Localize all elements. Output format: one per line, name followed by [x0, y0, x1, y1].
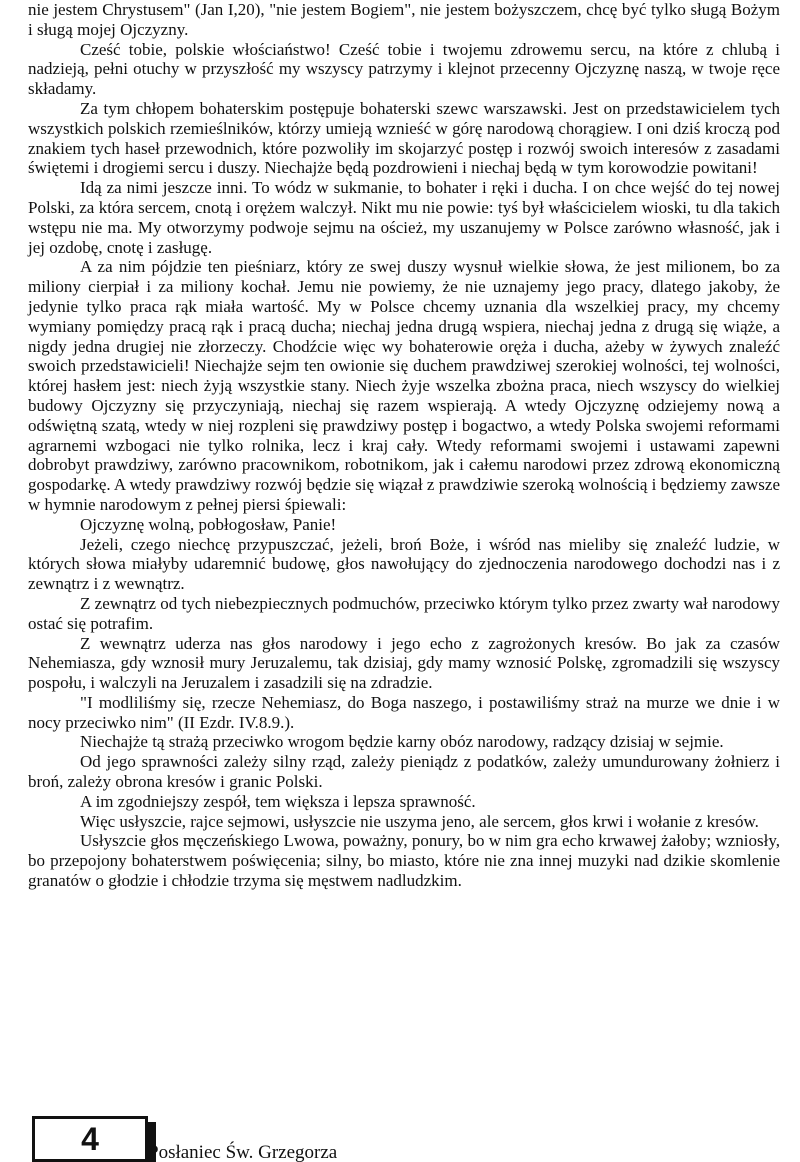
- paragraph: Za tym chłopem bohaterskim postępuje bohaterski szewc warszawski. Jest on przedstawicielem tych wszystkich polskich rzemieślników, którzy umieją wznieść w górę narodową chorągiew. I oni dziś kroczą pod znakiem tych haseł przewodnich, które pozwoliły im skojarzyć postęp i rozwój swoich interesów z zasadami świętemi i drogiemi sercu i duszy. Niechajże będą pozdrowieni i niechaj będą w tym korowodzie powitani!: [28, 98, 780, 178]
- paragraph: Niechajże tą strażą przeciwko wrogom będzie karny obóz narodowy, radzący dzisiaj w sejmie.: [80, 732, 724, 752]
- paragraph: Z zewnątrz od tych niebezpiecznych podmuchów, przeciwko którym tylko przez zwarty wał narodowy ostać się potrafim.: [28, 593, 780, 633]
- body-text: [28, 0, 780, 891]
- paragraph: nie jestem Chrystusem" (Jan I,20), "nie jestem Bogiem", nie jestem bożyszczem, chcę być tylko sługą Bożym i sługą mojej Ojczyzny.: [28, 0, 780, 39]
- paragraph: Ojczyznę wolną, pobłogosław, Panie!: [80, 514, 337, 534]
- paragraph: Usłyszcie głos męczeńskiego Lwowa, poważny, ponury, bo w nim gra echo krwawej żałoby; wzniosły, bo przepojony bohaterstwem poświęcenia; silny, bo miasto, które nie zna innej muzyki nad dzikie skomlenie granatów o głodzie i chłodzie trzyma się męstwem nadludzkim.: [28, 831, 780, 891]
- page-number: 4: [81, 1120, 99, 1157]
- paragraph: A za nim pójdzie ten pieśniarz, który ze swej duszy wysnuł wielkie słowa, że jest milionem, bo za miliony cierpiał i za miliony kochał. Jemu nie powiemy, że nie uznajemy jego pracy, dlatego jakoby, że jedynie tylko praca rąk miała wartość. My w Polsce chcemy uznania dla wszelkiej pracy, my chcemy wymiany pomiędzy pracą rąk i pracą ducha; niechaj jedna drugą wspiera, niechaj jedna z drugą się wiąże, a nigdy jedna drugiej nie złorzeczy. Chodźcie więc wy bohaterowie oręża i ducha, ażeby w żywych znaleźć swoich przedstawicieli! Niechajże sejm ten owionie się duchem prawdziwej szerokiej wolności, tej wolności, której hasłem jest: niech żyją wszystkie stany. Niech żyje wszelka zbożna praca, niech wszyscy do wielkiej budowy Ojczyzny się przyczyniają, niechaj się razem wspierają. A wtedy Ojczyznę odziejemy nową a odświętną szatą, wtedy w niej rozpleni się prawdziwy postęp i bogactwo, a wtedy Polska swojemi reformami agrarnemi wzbogaci nie tylko rolnika, lecz i kraj cały. Wtedy reformami swojemi i ustawami zapewni dobrobyt prawdziwy, zarówno pracownikom, robotnikom, jak i całemu narodowi przez zdrową ekonomiczną gospodarkę. A wtedy prawdziwy rozwój będzie się wiązał z prawdziwie szeroką wolnością i będziemy zawsze w hymnie narodowym z pełnej piersi śpiewali:: [28, 257, 780, 514]
- paragraph: Cześć tobie, polskie włościaństwo! Cześć tobie i twojemu zdrowemu sercu, na które z chlubą i nadzieją, pełni otuchy w przyszłość my wszyscy patrzymy i klejnot przecenny Ojczyznę naszą, w twoje ręce składamy.: [28, 39, 780, 99]
- paragraph: Idą za nimi jeszcze inni. To wódz w sukmanie, to bohater i ręki i ducha. I on chce wejść do tej nowej Polski, za która sercem, cnotą i orężem walczył. Nikt mu nie powie: tyś był właścicielem wioski, tu dla takich wstępu nie ma. My otworzymy podwoje sejmu na oścież, my uszanujemy w Polsce zarówno własność, jak i jej ozdobę, cnotę i zasługę.: [28, 178, 780, 257]
- paragraph: Jeżeli, czego niechcę przypuszczać, jeżeli, broń Boże, i wśród nas mieliby się znaleźć ludzie, w których słowa miałyby udaremnić budowę, głos nawołujący do zjednoczenia narodowego dochodzi nas i z zewnątrz i z wewnątrz.: [28, 534, 780, 594]
- paragraph: Od jego sprawności zależy silny rząd, zależy pieniądz z podatków, zależy umundurowany żołnierz i broń, zależy obrona kresów i granic Polski.: [28, 752, 780, 792]
- paragraph: Z wewnątrz uderza nas głos narodowy i jego echo z zagrożonych kresów. Bo jak za czasów Nehemiasza, gdy wznosił mury Jeruzalemu, tak dzisiaj, gdy mamy wznosić Polskę, zgromadzili się wszyscy pospołu, i walczyli na Jeruzalem i zasadzili się na zdradzie.: [28, 633, 780, 693]
- paragraph: "I modliliśmy się, rzecze Nehemiasz, do Boga naszego, i postawiliśmy straż na murze we dnie i w nocy przeciwko nim" (II Ezdr. IV.8.9.).: [28, 692, 780, 732]
- page-number-box: [32, 1116, 148, 1162]
- paragraph: Więc usłyszcie, rajce sejmowi, usłyszcie nie uszyma jeno, ale sercem, głos krwi i wołanie z kresów.: [80, 811, 759, 831]
- paragraph: A im zgodniejszy zespół, tem większa i lepsza sprawność.: [80, 791, 476, 811]
- page-footer: [28, 1102, 428, 1162]
- publication-title: Posłaniec Św. Grzegorza: [148, 1142, 338, 1162]
